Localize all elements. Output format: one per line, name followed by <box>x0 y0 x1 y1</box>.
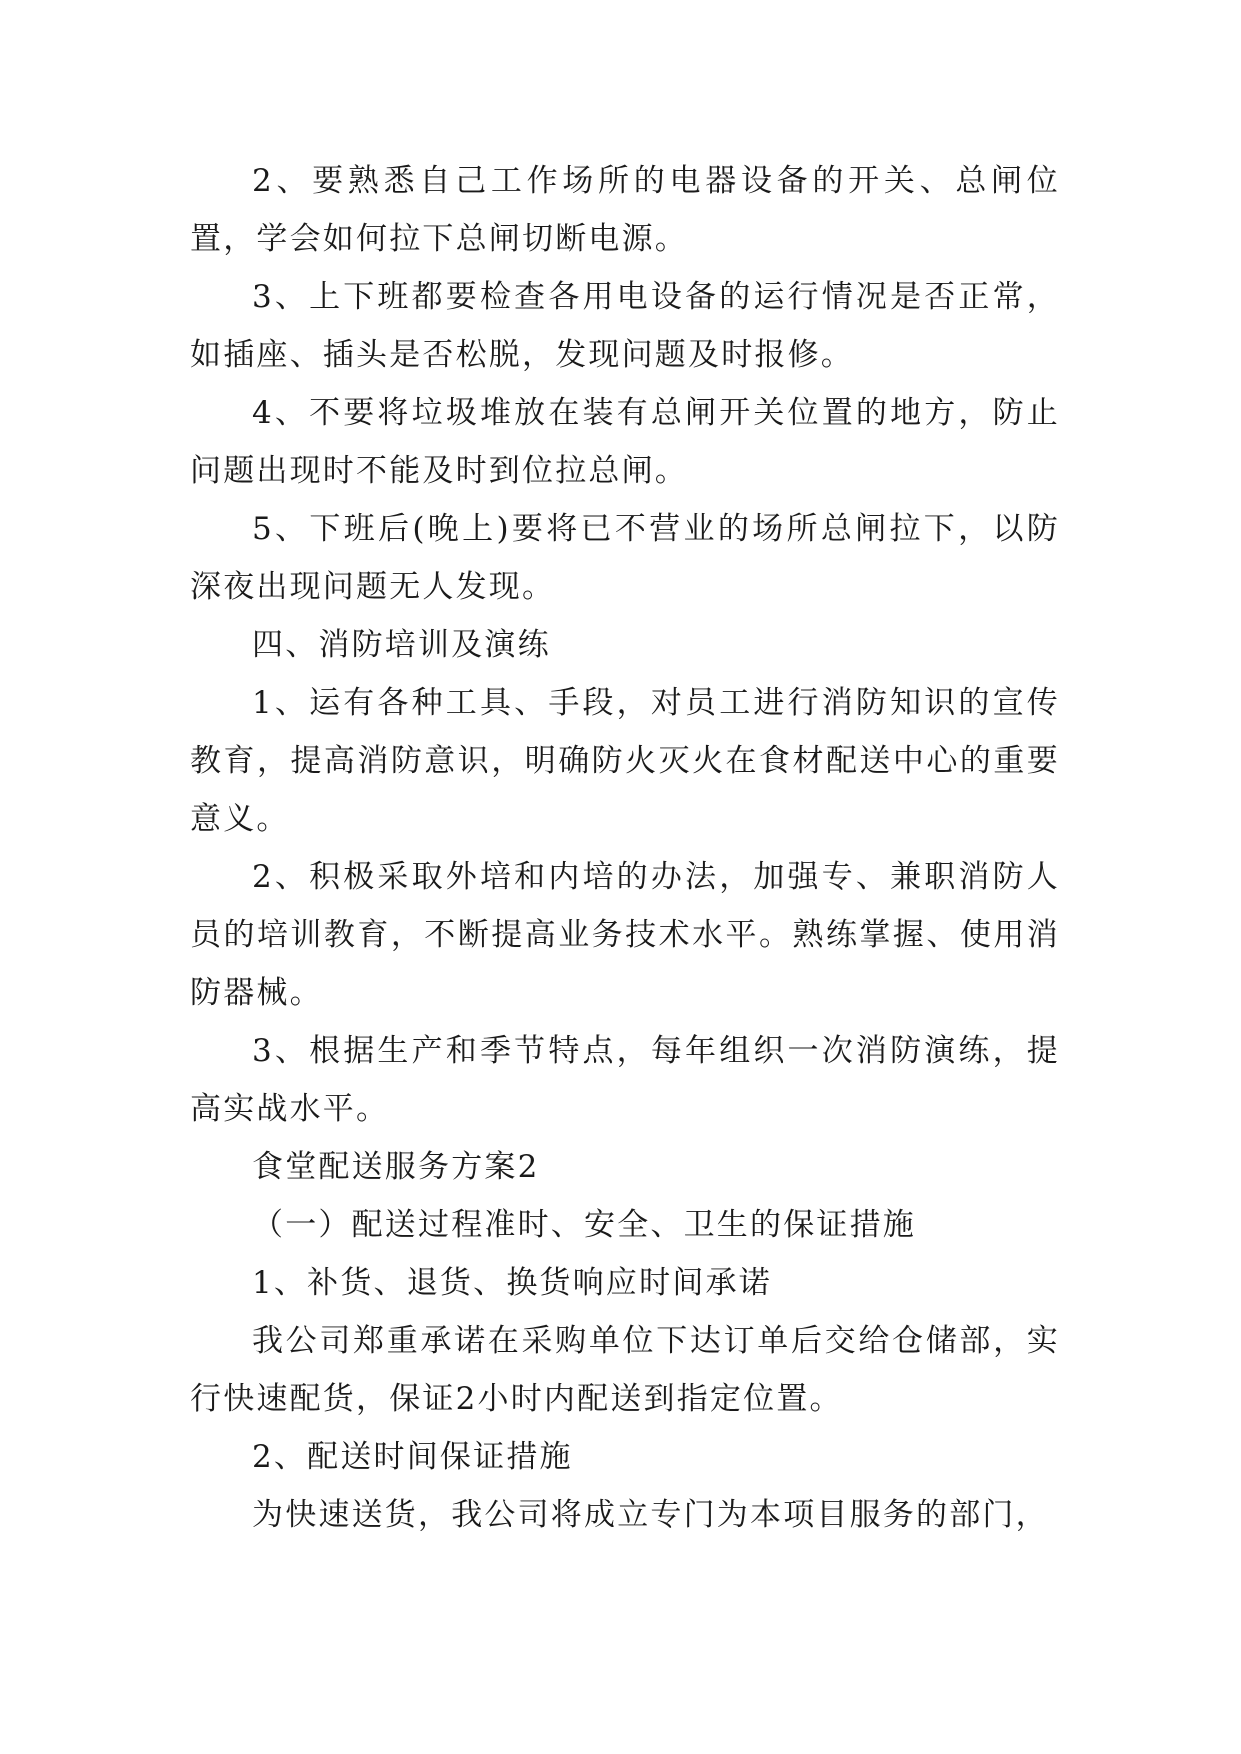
section-heading-fire-training: 四、消防培训及演练 <box>252 627 551 663</box>
subheading-delivery-time: 2、配送时间保证措施 <box>252 1439 573 1475</box>
paragraph-training-3: 3、根据生产和季节特点，每年组织一次消防演练，提高实战水平。 <box>190 1033 1060 1127</box>
subheading-response-time: 1、补货、退货、换货响应时间承诺 <box>252 1265 772 1301</box>
paragraph-electrical-3: 3、上下班都要检查各用电设备的运行情况是否正常，如插座、插头是否松脱，发现问题及时报修。 <box>190 279 1060 373</box>
paragraph-electrical-5: 5、下班后(晚上)要将已不营业的场所总闸拉下，以防深夜出现问题无人发现。 <box>190 511 1060 605</box>
paragraph-electrical-4: 4、不要将垃圾堆放在装有总闸开关位置的地方，防止问题出现时不能及时到位拉总闸。 <box>190 395 1060 489</box>
section-heading-delivery-guarantee: （一）配送过程准时、安全、卫生的保证措施 <box>252 1207 916 1243</box>
paragraph-training-2: 2、积极采取外培和内培的办法，加强专、兼职消防人员的培训教育，不断提高业务技术水平。熟练掌握、使用消防器械。 <box>190 859 1060 1011</box>
paragraph-dedicated-department: 为快速送货，我公司将成立专门为本项目服务的部门， <box>252 1497 1049 1533</box>
paragraph-electrical-2: 2、要熟悉自己工作场所的电器设备的开关、总闸位置，学会如何拉下总闸切断电源。 <box>190 163 1060 257</box>
paragraph-training-1: 1、运有各种工具、手段，对员工进行消防知识的宣传教育，提高消防意识，明确防火灭火在食材配送中心的重要意义。 <box>190 685 1060 837</box>
document-page <box>190 152 1060 1544</box>
paragraph-response-commitment: 我公司郑重承诺在采购单位下达订单后交给仓储部，实行快速配货，保证2小时内配送到指定位置。 <box>190 1323 1060 1417</box>
document-subtitle: 食堂配送服务方案2 <box>252 1149 540 1185</box>
